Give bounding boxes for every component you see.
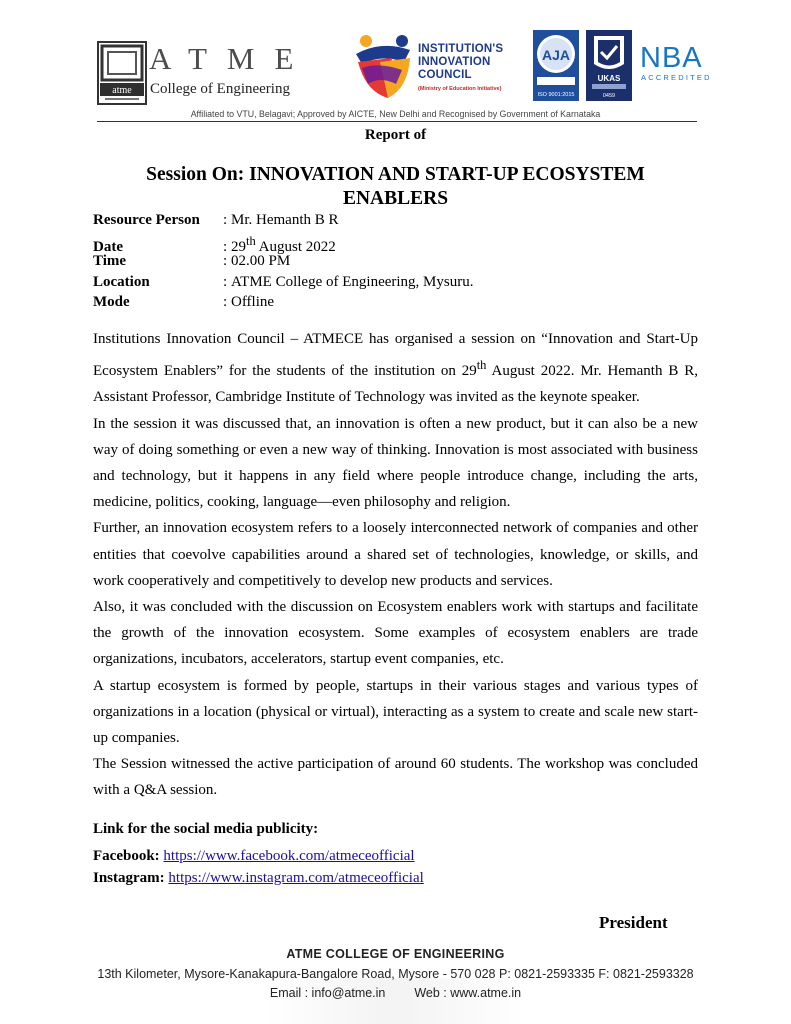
ukas-certification-icon <box>586 30 632 101</box>
iic-subtitle: (Ministry of Education Initiative) <box>418 86 502 92</box>
body-text: August 2022. Mr. Hemanth B R, Assistant Professor, Cambridge Institute of Technology was invited as the keynote speaker. <box>93 363 698 406</box>
ukas-text: UKAS <box>597 74 621 83</box>
atme-college-name: College of Engineering <box>150 81 290 97</box>
body-text: Institutions Innovation Council – ATMECE has organised a session on “Innovation and Start-Up Ecosystem Enablers” for the students of the institution on 29 <box>93 331 698 380</box>
session-title: Session On: INNOVATION AND START-UP ECOSYSTEM ENABLERS <box>146 164 645 209</box>
nba-logo-text: NBA <box>640 42 703 74</box>
facebook-row <box>93 846 424 868</box>
meta-value: Offline <box>231 294 275 311</box>
iic-title-line: COUNCIL <box>418 69 472 81</box>
meta-value: 02.00 PM <box>231 253 291 270</box>
meta-row-time <box>93 251 473 272</box>
meta-label: Resource Person <box>93 212 200 228</box>
header-divider <box>97 121 697 122</box>
meta-row-location <box>93 272 473 293</box>
meta-value-suffix: th <box>246 233 256 248</box>
footer-address: 13th Kilometer, Mysore-Kanakapura-Bangalore Road, Mysore - 570 028 <box>97 967 496 981</box>
session-details <box>93 210 473 313</box>
meta-row-mode <box>93 292 473 313</box>
footer-address-line <box>0 966 791 982</box>
atme-logo-text: atme <box>112 85 132 96</box>
footer-phone: P: 0821-2593335 <box>499 967 595 981</box>
meta-label: Date <box>93 238 123 255</box>
instagram-link[interactable]: https://www.instagram.com/atmeceofficial <box>168 869 424 886</box>
body-paragraph: In the session it was discussed that, an innovation is often a new product, but it can also be a new way of doing something or even a new way of thinking. Innovation is most associated with business and technology, but it happens in any field where people introduce change, including the arts, medicine, politics, cooking, language—even philosophy and religion. <box>93 415 698 511</box>
facebook-link[interactable]: https://www.facebook.com/atmeceofficial <box>163 848 415 864</box>
president-signature: President <box>599 913 668 932</box>
nba-subtitle: ACCREDITED <box>641 73 712 82</box>
iic-title-line: INSTITUTION'S <box>418 43 504 55</box>
aja-text: AJA <box>541 47 571 63</box>
iic-title-line: INNOVATION <box>418 56 491 68</box>
meta-colon: : <box>223 294 228 311</box>
aja-certification-icon <box>533 30 579 101</box>
letterhead-footer <box>0 940 791 1024</box>
atme-name: ATME <box>149 41 314 76</box>
meta-value: ATME College of Engineering, Mysuru. <box>231 273 474 290</box>
aja-iso-text: ISO 9001:2015 <box>537 92 575 98</box>
meta-label: Mode <box>93 294 130 311</box>
body-paragraph: Also, it was concluded with the discussion on Ecosystem enablers work with startups and facilitate the growth of the innovation ecosystem. Some examples of ecosystem enablers are trade organizations, incubators, accelerators, startup event companies, etc. <box>93 599 698 668</box>
body-paragraph: Further, an innovation ecosystem refers to a loosely interconnected network of companies and other entities that coevolve capabilities around a shared set of technologies, knowledge, or skills, and work cooperatively and competitively to develop new products and services. <box>93 520 698 589</box>
meta-row-date <box>93 231 473 255</box>
meta-value-rest: August 2022 <box>255 238 336 255</box>
body-paragraph: A startup ecosystem is formed by people, startups in their various stages and various types of organizations in a location (physical or virtual), interacting as a system to create and scale new start-up companies. <box>93 677 698 747</box>
letterhead <box>0 0 791 125</box>
footer-contact-line <box>0 985 791 1001</box>
iic-logo-icon <box>352 32 414 102</box>
social-heading: Link for the social media publicity: <box>93 821 319 837</box>
social-media-section <box>93 819 424 889</box>
ukas-number: 0459 <box>602 93 616 99</box>
meta-value: Mr. Hemanth B R <box>231 212 339 228</box>
report-body <box>93 326 698 804</box>
instagram-row <box>93 868 424 890</box>
body-sup: th <box>476 358 487 373</box>
atme-logo-icon <box>97 41 147 105</box>
footer-college-name: ATME COLLEGE OF ENGINEERING <box>286 947 505 961</box>
meta-colon: : <box>223 212 228 228</box>
instagram-label: Instagram: <box>93 869 165 886</box>
footer-email: Email : info@atme.in <box>269 986 386 1000</box>
meta-label: Location <box>93 273 150 290</box>
meta-colon: : <box>223 238 228 255</box>
affiliation-line: Affiliated to VTU, Belagavi; Approved by AICTE, New Delhi and Recognised by Government of Karnataka <box>190 109 601 119</box>
body-paragraph: The Session witnessed the active participation of around 60 students. The workshop was concluded with a Q&A session. <box>93 756 698 799</box>
meta-value-day: 29 <box>231 238 246 255</box>
body-paragraph <box>93 326 698 411</box>
report-of-heading: Report of <box>364 127 427 143</box>
meta-colon: : <box>223 253 228 270</box>
facebook-label: Facebook: <box>93 848 160 864</box>
footer-web: Web : www.atme.in <box>414 986 522 1000</box>
meta-label: Time <box>93 253 127 270</box>
iic-title <box>418 43 503 82</box>
meta-row-resource-person <box>93 210 473 231</box>
footer-fax: F: 0821-2593328 <box>598 967 694 981</box>
meta-colon: : <box>223 273 228 290</box>
